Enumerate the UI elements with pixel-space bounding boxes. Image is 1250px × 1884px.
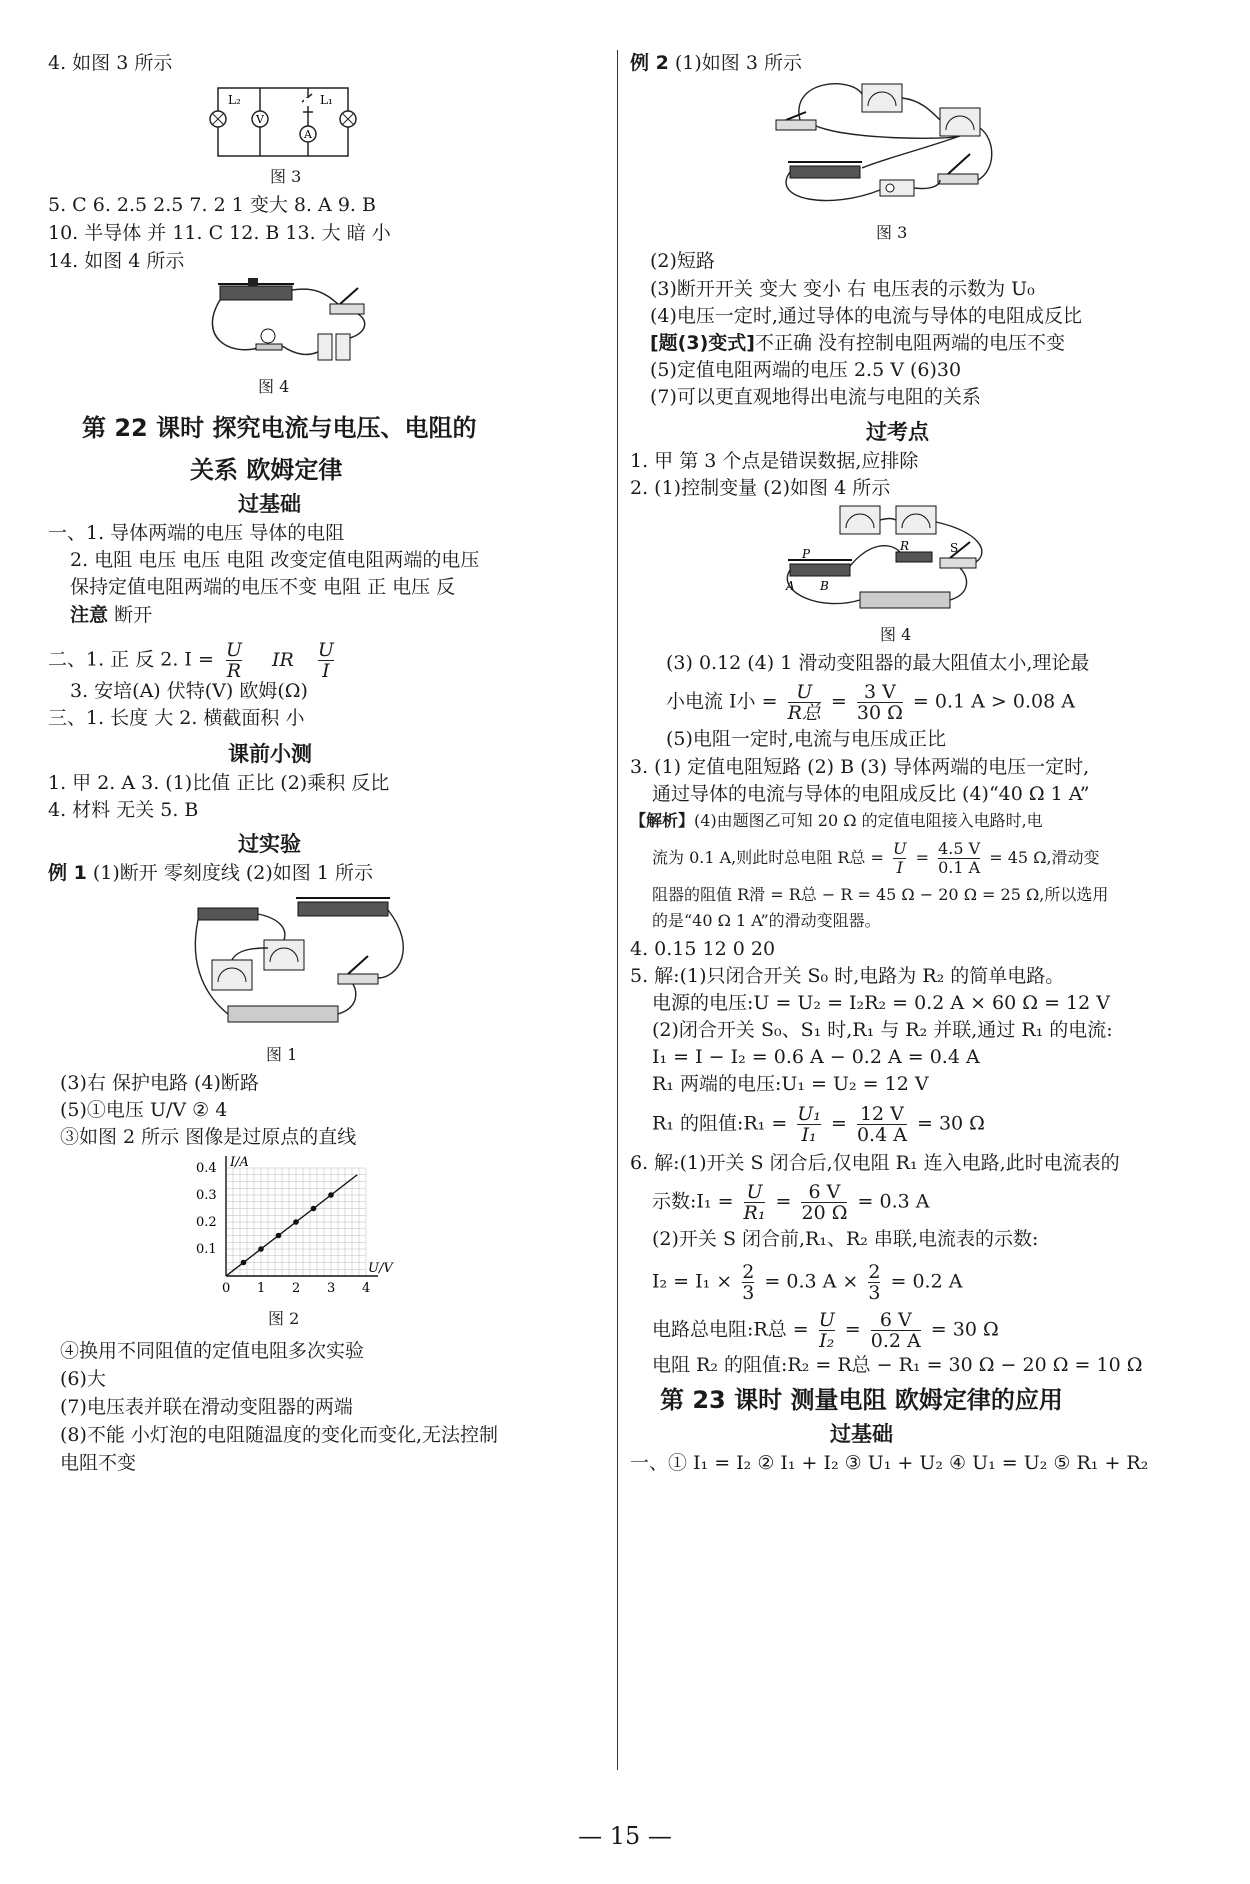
lesson-23-title: 第 23 课时 测量电阻 欧姆定律的应用 bbox=[660, 1386, 1063, 1414]
y-tick-label: 0.2 bbox=[196, 1215, 217, 1230]
exam-3-analysis-3: 阻器的阻值 R滑 = R总 − R = 45 Ω − 20 Ω = 25 Ω,所以选用 bbox=[652, 885, 1109, 904]
exam-5-2: (2)闭合开关 S₀、S₁ 时,R₁ 与 R₂ 并联,通过 R₁ 的电流: bbox=[652, 1019, 1113, 1041]
example-2-variant: [题(3)变式]不正确 没有控制电阻两端的电压不变 bbox=[650, 332, 1066, 354]
exam-5-u1: R₁ 两端的电压:U₁ = U₂ = 12 V bbox=[652, 1073, 929, 1095]
label-v: V bbox=[256, 113, 264, 126]
figure-4-caption: 图 4 bbox=[258, 377, 290, 396]
section-pre-test: 课前小测 bbox=[228, 742, 312, 766]
example-2: 例 2 (1)如图 3 所示 bbox=[630, 52, 802, 74]
exam-3-cont: 通过导体的电流与导体的电阻成反比 (4)“40 Ω 1 A” bbox=[652, 783, 1090, 805]
svg-text:S: S bbox=[950, 541, 959, 555]
exam-3-analysis-2: 流为 0.1 A,则此时总电阻 R总 = $\frac{U}{I}$ = $\frac{4.5 V}{0.1 A}$ = 45 Ω,滑动变 bbox=[652, 839, 1100, 877]
section-exam-points: 过考点 bbox=[866, 420, 929, 444]
exam-6-2: (2)开关 S 闭合前,R₁、R₂ 串联,电流表的示数: bbox=[652, 1228, 1039, 1250]
exam-6-current: 示数:I₁ = $\frac{U}{\text{R₁}}$ = $\frac{6 V}{20 \Omega}$ = 0.3 A bbox=[652, 1181, 930, 1224]
exam-2-5: (5)电阻一定时,电流与电压成正比 bbox=[666, 728, 946, 750]
circuit-figure-4 bbox=[208, 276, 388, 372]
answer-4: 4. 如图 3 所示 bbox=[48, 52, 173, 74]
exam-6-i2: I₂ = I₁ × $\frac{2}{3}$ = 0.3 A × $\frac{2}{3}$ = 0.2 A bbox=[652, 1261, 963, 1304]
data-point bbox=[276, 1233, 282, 1239]
lesson-22-title-line2: 关系 欧姆定律 bbox=[190, 456, 343, 484]
basics-23-1: 一、① I₁ = I₂ ② I₁ + I₂ ③ U₁ + U₂ ④ U₁ = U₂ ⑤ R₁ + R₂ bbox=[630, 1452, 1149, 1474]
example-1-8: (8)不能 小灯泡的电阻随温度的变化而变化,无法控制 bbox=[60, 1424, 498, 1446]
example-1-5-4: ④换用不同阻值的定值电阻多次实验 bbox=[60, 1340, 365, 1362]
figure-3-caption: 图 3 bbox=[270, 167, 302, 186]
basics-formula: 二、1. 正 反 2. I = $\frac{U}{R}$ IR $\frac{U}{I}$ bbox=[48, 639, 334, 682]
svg-text:A: A bbox=[786, 579, 795, 593]
answer-14: 14. 如图 4 所示 bbox=[48, 250, 185, 272]
exam-3-analysis-4: 的是“40 Ω 1 A”的滑动变阻器。 bbox=[652, 911, 881, 930]
example-1-3-4: (3)右 保护电路 (4)断路 bbox=[60, 1072, 259, 1094]
example-1-5: (5)①电压 U/V ② 4 bbox=[60, 1099, 228, 1121]
example-2-7: (7)可以更直观地得出电流与电阻的关系 bbox=[650, 386, 981, 408]
section-basics: 过基础 bbox=[238, 492, 301, 516]
data-point bbox=[241, 1260, 247, 1266]
example-1-7: (7)电压表并联在滑动变阻器的两端 bbox=[60, 1396, 353, 1418]
y-tick-label: 0.3 bbox=[196, 1188, 217, 1203]
data-point bbox=[293, 1219, 299, 1225]
lesson-22-title-line1: 第 22 课时 探究电流与电压、电阻的 bbox=[82, 414, 477, 442]
example-1-6: (6)大 bbox=[60, 1368, 106, 1390]
x-tick-label: 1 bbox=[257, 1281, 266, 1296]
exam-5-r1: R₁ 的阻值:R₁ = $\frac{\text{U₁}}{\text{I₁}}$ = $\frac{12 V}{0.4 A}$ = 30 Ω bbox=[652, 1103, 985, 1146]
x-axis-label: U/V bbox=[368, 1261, 393, 1276]
exam-5-current: I₁ = I − I₂ = 0.6 A − 0.2 A = 0.4 A bbox=[652, 1046, 980, 1068]
answers-10-13: 10. 半导体 并 11. C 12. B 13. 大 暗 小 bbox=[48, 222, 391, 244]
circuit-figure-1 bbox=[188, 888, 428, 1038]
exam-3-analysis: 【解析】(4)由题图乙可知 20 Ω 的定值电阻接入电路时,电 bbox=[630, 811, 1043, 830]
basics-2-cont: 保持定值电阻两端的电压不变 电阻 正 电压 反 bbox=[70, 576, 456, 598]
circuit-figure-4-right bbox=[780, 502, 1000, 618]
data-point bbox=[311, 1206, 317, 1212]
page-number: — 15 — bbox=[578, 1822, 672, 1850]
exam-6: 6. 解:(1)开关 S 闭合后,仅电阻 R₁ 连入电路,此时电流表的 bbox=[630, 1152, 1120, 1174]
exam-2-min-current: 小电流 I小 = U R总 = $\frac{3 V}{30 \Omega}$ = 0.1 A > 0.08 A bbox=[666, 681, 1075, 724]
section-experiment: 过实验 bbox=[238, 832, 301, 856]
pre-test-2: 4. 材料 无关 5. B bbox=[48, 799, 199, 821]
y-axis-label: I/A bbox=[230, 1155, 249, 1170]
figure-3-right-caption: 图 3 bbox=[876, 223, 908, 242]
basics-1: 一、1. 导体两端的电压 导体的电阻 bbox=[48, 522, 345, 544]
section-basics-23: 过基础 bbox=[830, 1422, 893, 1446]
example-2-4: (4)电压一定时,通过导体的电流与导体的电阻成反比 bbox=[650, 305, 1082, 327]
example-1-5-3: ③如图 2 所示 图像是过原点的直线 bbox=[60, 1126, 357, 1148]
circuit-figure-3 bbox=[208, 84, 358, 160]
example-2-2: (2)短路 bbox=[650, 250, 715, 272]
y-tick-label: 0.1 bbox=[196, 1242, 217, 1257]
exam-4: 4. 0.15 12 0 20 bbox=[630, 938, 776, 960]
exam-5: 5. 解:(1)只闭合开关 S₀ 时,电路为 R₂ 的简单电路。 bbox=[630, 965, 1065, 987]
exam-2: 2. (1)控制变量 (2)如图 4 所示 bbox=[630, 477, 891, 499]
figure-2-caption: 图 2 bbox=[268, 1309, 300, 1328]
basics-note: 注意 断开 bbox=[70, 604, 153, 626]
iu-graph-figure-2 bbox=[188, 1152, 408, 1302]
x-tick-label: 0 bbox=[222, 1281, 231, 1296]
x-tick-label: 4 bbox=[362, 1281, 371, 1296]
basics-2: 2. 电阻 电压 电压 电阻 改变定值电阻两端的电压 bbox=[70, 549, 480, 571]
basics-3: 三、1. 长度 大 2. 横截面积 小 bbox=[48, 707, 305, 729]
pre-test-1: 1. 甲 2. A 3. (1)比值 正比 (2)乘积 反比 bbox=[48, 772, 390, 794]
label-l1: L₁ bbox=[320, 93, 333, 107]
exam-6-r2: 电阻 R₂ 的阻值:R₂ = R总 − R₁ = 30 Ω − 20 Ω = 10 Ω bbox=[652, 1354, 1143, 1376]
label-l2: L₂ bbox=[228, 93, 241, 107]
exam-5-voltage: 电源的电压:U = U₂ = I₂R₂ = 0.2 A × 60 Ω = 12 V bbox=[652, 992, 1110, 1014]
label-a: A bbox=[304, 128, 312, 141]
example-1: 例 1 (1)断开 零刻度线 (2)如图 1 所示 bbox=[48, 862, 373, 884]
exam-1: 1. 甲 第 3 个点是错误数据,应排除 bbox=[630, 450, 919, 472]
data-point bbox=[258, 1246, 264, 1252]
basics-units: 3. 安培(A) 伏特(V) 欧姆(Ω) bbox=[70, 680, 308, 702]
column-divider bbox=[617, 50, 618, 1770]
figure-1-caption: 图 1 bbox=[266, 1045, 298, 1064]
x-tick-label: 2 bbox=[292, 1281, 301, 1296]
x-tick-label: 3 bbox=[327, 1281, 336, 1296]
svg-text:R: R bbox=[900, 539, 910, 553]
example-2-5-6: (5)定值电阻两端的电压 2.5 V (6)30 bbox=[650, 359, 962, 381]
y-tick-label: 0.4 bbox=[196, 1161, 217, 1176]
exam-2-3-4: (3) 0.12 (4) 1 滑动变阻器的最大阻值太小,理论最 bbox=[666, 652, 1090, 674]
exam-6-total-r: 电路总电阻:R总 = $\frac{U}{\text{I₂}}$ = $\frac{6 V}{0.2 A}$ = 30 Ω bbox=[652, 1309, 999, 1352]
data-point bbox=[328, 1192, 334, 1198]
example-2-3: (3)断开开关 变大 变小 右 电压表的示数为 U₀ bbox=[650, 278, 1035, 300]
example-1-8-cont: 电阻不变 bbox=[60, 1452, 137, 1474]
svg-text:B: B bbox=[820, 579, 829, 593]
exam-3: 3. (1) 定值电阻短路 (2) B (3) 导体两端的电压一定时, bbox=[630, 756, 1090, 778]
answers-5-9: 5. C 6. 2.5 2.5 7. 2 1 变大 8. A 9. B bbox=[48, 194, 376, 216]
figure-4-right-caption: 图 4 bbox=[880, 625, 912, 644]
svg-text:P: P bbox=[802, 547, 811, 561]
circuit-figure-3-right bbox=[770, 80, 1000, 216]
